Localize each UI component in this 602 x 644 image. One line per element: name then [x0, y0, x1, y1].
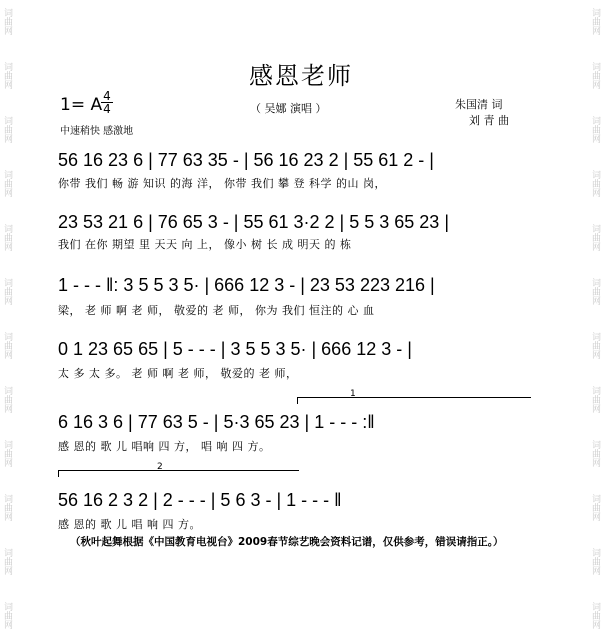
- watermark-mark: 词曲网: [2, 278, 12, 305]
- watermark-mark: 词曲网: [2, 440, 12, 467]
- time-top: 4: [103, 89, 111, 103]
- watermark-mark: 词曲网: [2, 224, 12, 251]
- watermark-mark: 词曲网: [590, 548, 600, 575]
- tempo-marking: 中速稍快 感激地: [60, 126, 134, 137]
- watermark-mark: 词曲网: [590, 62, 600, 89]
- volta-2-bracket: [58, 470, 299, 477]
- watermark-mark: 词曲网: [590, 494, 600, 521]
- watermark-mark: 词曲网: [2, 386, 12, 413]
- left-watermark-strip: [0, 0, 14, 644]
- watermark-mark: 词曲网: [590, 440, 600, 467]
- lyrics-row-1: 你带 我们 畅 游 知识 的海 洋， 你带 我们 攀 登 科学 的山 岗，: [58, 177, 386, 190]
- notes-row-4: 0 1 23 65 65 | 5 - - - | 3 5 5 3 5· | 666 12 3 - |: [58, 339, 412, 359]
- right-watermark-strip: [588, 0, 602, 644]
- watermark-mark: 词曲网: [2, 170, 12, 197]
- watermark-mark: 词曲网: [590, 332, 600, 359]
- lyrics-row-6: 感 恩的 歌 儿 唱 响 四 方。: [58, 518, 201, 531]
- key-signature: 1= A: [60, 95, 103, 115]
- volta-1-label: 1: [350, 389, 356, 399]
- watermark-mark: 词曲网: [2, 116, 12, 143]
- notes-row-5: 6 16 3 6 | 77 63 5 - | 5·3 65 23 | 1 - - - :‖: [58, 412, 375, 432]
- watermark-mark: 词曲网: [590, 386, 600, 413]
- watermark-mark: 词曲网: [2, 8, 12, 35]
- watermark-mark: 词曲网: [590, 8, 600, 35]
- watermark-mark: 词曲网: [590, 602, 600, 629]
- notes-row-3: 1 - - - ‖: 3 5 5 3 5· | 666 12 3 - | 23 53 223 216 |: [58, 275, 435, 295]
- watermark-mark: 词曲网: [590, 170, 600, 197]
- watermark-mark: 词曲网: [2, 548, 12, 575]
- watermark-mark: 词曲网: [590, 224, 600, 251]
- notes-row-1: 56 16 23 6 | 77 63 35 - | 56 16 23 2 | 55 61 2 - |: [58, 150, 434, 170]
- time-signature: [101, 90, 113, 115]
- volta-1-bracket: [297, 397, 531, 404]
- volta-2-label: 2: [157, 462, 163, 472]
- lyrics-row-5: 感 恩的 歌 儿 唱响 四 方， 唱 响 四 方。: [58, 440, 271, 453]
- lyricist-credit: 朱国清 词: [455, 98, 503, 111]
- watermark-mark: 词曲网: [2, 332, 12, 359]
- watermark-mark: 词曲网: [2, 494, 12, 521]
- singer: （ 吴娜 演唱 ）: [250, 102, 327, 115]
- footer-note: （秋叶起舞根据《中国教育电视台》2009春节综艺晚会资料记谱，仅供参考，错误请指正。）: [70, 536, 504, 548]
- watermark-mark: 词曲网: [590, 278, 600, 305]
- notes-row-2: 23 53 21 6 | 76 65 3 - | 55 61 3·2 2 | 5 5 3 65 23 |: [58, 212, 449, 232]
- lyrics-row-3: 梁， 老 师 啊 老 师， 敬爱的 老 师， 你为 我们 恒注的 心 血: [58, 304, 375, 317]
- lyrics-row-2: 我们 在你 期望 里 天天 向 上， 像小 树 长 成 明天 的 栋: [58, 238, 352, 251]
- watermark-mark: 词曲网: [2, 62, 12, 89]
- lyrics-row-4: 太 多 太 多。 老 师 啊 老 师， 敬爱的 老 师，: [58, 367, 298, 380]
- notes-row-6: 56 16 2 3 2 | 2 - - - | 5 6 3 - | 1 - - - ‖: [58, 490, 342, 510]
- song-title: 感恩老师: [249, 62, 353, 90]
- time-bottom: 4: [101, 102, 113, 115]
- watermark-mark: 词曲网: [2, 602, 12, 629]
- watermark-mark: 词曲网: [590, 116, 600, 143]
- composer-credit: 刘 青 曲: [469, 114, 509, 127]
